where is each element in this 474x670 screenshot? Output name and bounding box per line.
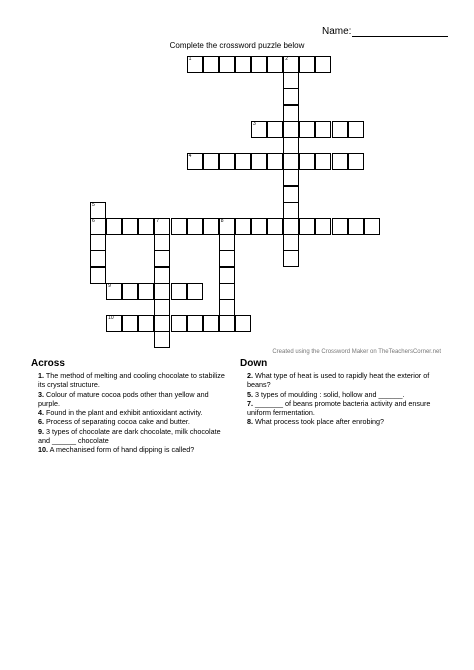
clue-number: 6.: [38, 417, 44, 427]
credit-text: Created using the Crossword Maker on TheTeachersCorner.net: [272, 349, 441, 355]
clue-text: The method of melting and cooling chocolate to stabilize its crystal structure.: [38, 371, 225, 390]
crossword-cell[interactable]: [348, 121, 364, 138]
crossword-cell[interactable]: [203, 218, 219, 235]
crossword-cell[interactable]: [154, 299, 170, 316]
crossword-cell[interactable]: [90, 250, 106, 267]
clue-number: 1.: [38, 371, 44, 380]
clue-text: Process of separating cocoa cake and butter.: [46, 417, 190, 427]
crossword-cell[interactable]: [187, 56, 203, 73]
clue-down-8: [240, 417, 440, 426]
crossword-cell[interactable]: [332, 121, 348, 138]
crossword-cell[interactable]: [283, 234, 299, 251]
crossword-cell[interactable]: [187, 218, 203, 235]
crossword-cell[interactable]: [219, 218, 235, 235]
crossword-cell[interactable]: [235, 153, 251, 170]
crossword-cell[interactable]: [138, 218, 154, 235]
down-heading: Down: [240, 358, 268, 369]
crossword-cell[interactable]: [315, 121, 331, 138]
crossword-cell[interactable]: [154, 315, 170, 332]
clue-text: What process took place after enrobing?: [255, 417, 385, 427]
cell-number: 6: [92, 218, 95, 224]
crossword-cell[interactable]: [203, 56, 219, 73]
crossword-cell[interactable]: [171, 315, 187, 332]
crossword-cell[interactable]: [219, 299, 235, 316]
clue-number: 5.: [247, 389, 253, 399]
crossword-cell[interactable]: [154, 331, 170, 348]
crossword-cell[interactable]: [332, 153, 348, 170]
crossword-cell[interactable]: [251, 56, 267, 73]
clue-down-7: [240, 399, 440, 418]
crossword-cell[interactable]: [267, 121, 283, 138]
crossword-cell[interactable]: [187, 283, 203, 300]
clue-number: 10.: [38, 445, 48, 455]
crossword-cell[interactable]: [251, 218, 267, 235]
clue-number: 4.: [38, 408, 44, 418]
clue-text: A mechanised form of hand dipping is called?: [49, 445, 195, 455]
crossword-cell[interactable]: [299, 121, 315, 138]
crossword-cell[interactable]: [283, 169, 299, 186]
crossword-cell[interactable]: [235, 315, 251, 332]
crossword-cell[interactable]: [138, 283, 154, 300]
crossword-cell[interactable]: [187, 153, 203, 170]
crossword-cell[interactable]: [283, 137, 299, 154]
crossword-cell[interactable]: [348, 218, 364, 235]
clue-across-1: [31, 371, 231, 390]
crossword-cell[interactable]: [219, 234, 235, 251]
crossword-cell[interactable]: [219, 153, 235, 170]
clue-text: 3 types of moulding : solid, hollow and ______.: [255, 389, 405, 399]
page-title: Complete the crossword puzzle below: [169, 41, 305, 50]
crossword-cell[interactable]: [171, 218, 187, 235]
crossword-cell[interactable]: [122, 218, 138, 235]
clue-text: 3 types of chocolate are dark chocolate, milk chocolate and ______ chocolate: [38, 426, 221, 446]
clue-text: Found in the plant and exhibit antioxidant activity.: [46, 408, 203, 418]
crossword-cell[interactable]: [364, 218, 380, 235]
crossword-cell[interactable]: [219, 283, 235, 300]
clue-number: 9.: [38, 426, 44, 436]
crossword-cell[interactable]: [90, 218, 106, 235]
cell-number: 2: [285, 56, 288, 62]
crossword-cell[interactable]: [299, 218, 315, 235]
crossword-cell[interactable]: [171, 283, 187, 300]
crossword-cell[interactable]: [235, 56, 251, 73]
clue-across-10: [31, 445, 231, 454]
crossword-cell[interactable]: [90, 234, 106, 251]
crossword-cell[interactable]: [251, 121, 267, 138]
crossword-cell[interactable]: [315, 153, 331, 170]
clue-across-6: [31, 417, 231, 426]
crossword-cell[interactable]: [332, 218, 348, 235]
cell-number: 4: [188, 153, 192, 160]
crossword-cell[interactable]: [267, 218, 283, 235]
crossword-cell[interactable]: [106, 283, 122, 300]
clue-across-4: [31, 408, 231, 417]
cell-number: 1: [188, 56, 192, 62]
across-heading: Across: [31, 358, 65, 369]
crossword-cell[interactable]: [154, 283, 170, 300]
crossword-cell[interactable]: [219, 315, 235, 332]
crossword-cell[interactable]: [122, 315, 138, 332]
cell-number: 7: [156, 218, 160, 224]
crossword-cell[interactable]: [154, 250, 170, 267]
clue-text: Colour of mature cocoa pods other than yellow and purple.: [38, 389, 209, 408]
clue-number: 3.: [38, 389, 44, 399]
cell-number: 9: [108, 282, 111, 289]
cell-number: 8: [220, 218, 224, 224]
crossword-cell[interactable]: [235, 218, 251, 235]
crossword-cell[interactable]: [283, 121, 299, 138]
crossword-cell[interactable]: [219, 267, 235, 284]
crossword-cell[interactable]: [283, 88, 299, 105]
clue-down-2: [240, 371, 440, 390]
crossword-cell[interactable]: [315, 218, 331, 235]
crossword-cell[interactable]: [315, 56, 331, 73]
crossword-cell[interactable]: [267, 56, 283, 73]
crossword-cell[interactable]: [122, 283, 138, 300]
crossword-cell[interactable]: [283, 105, 299, 122]
down-clues: [240, 358, 440, 427]
crossword-cell[interactable]: [283, 72, 299, 89]
cell-number: 10: [108, 315, 114, 322]
crossword-cell[interactable]: [106, 218, 122, 235]
crossword-cell[interactable]: [251, 153, 267, 170]
crossword-cell[interactable]: [267, 153, 283, 170]
crossword-cell[interactable]: [106, 315, 122, 332]
cell-number: 5: [92, 201, 95, 208]
crossword-cell[interactable]: [283, 56, 299, 73]
cell-number: 3: [253, 120, 256, 127]
crossword-cell[interactable]: [283, 250, 299, 267]
across-clues: [31, 358, 231, 455]
clue-across-9: [31, 427, 231, 446]
crossword-cell[interactable]: [283, 186, 299, 203]
crossword-cell[interactable]: [203, 153, 219, 170]
clue-text: _______ of beans promote bacteria activity and ensure uniform fermentation.: [247, 398, 431, 418]
crossword-cell[interactable]: [187, 315, 203, 332]
crossword-cell[interactable]: [283, 218, 299, 235]
crossword-cell[interactable]: [90, 267, 106, 284]
crossword-cell[interactable]: [348, 153, 364, 170]
crossword-cell[interactable]: [283, 153, 299, 170]
clue-number: 8.: [247, 417, 253, 427]
clue-down-5: [240, 390, 440, 399]
crossword-cell[interactable]: [154, 267, 170, 284]
crossword-cell[interactable]: [219, 250, 235, 267]
crossword-cell[interactable]: [219, 56, 235, 73]
crossword-cell[interactable]: [299, 153, 315, 170]
clue-number: 2.: [247, 371, 253, 380]
clue-text: What type of heat is used to rapidly heat the exterior of beans?: [247, 371, 430, 390]
crossword-cell[interactable]: [154, 218, 170, 235]
crossword-cell[interactable]: [203, 315, 219, 332]
crossword-cell[interactable]: [154, 234, 170, 251]
clue-across-3: [31, 390, 231, 409]
crossword-cell[interactable]: [299, 56, 315, 73]
crossword-cell[interactable]: [138, 315, 154, 332]
crossword-cell[interactable]: [283, 202, 299, 219]
clue-number: 7.: [247, 398, 253, 408]
crossword-cell[interactable]: [90, 202, 106, 219]
name-label: Name:: [322, 26, 352, 37]
